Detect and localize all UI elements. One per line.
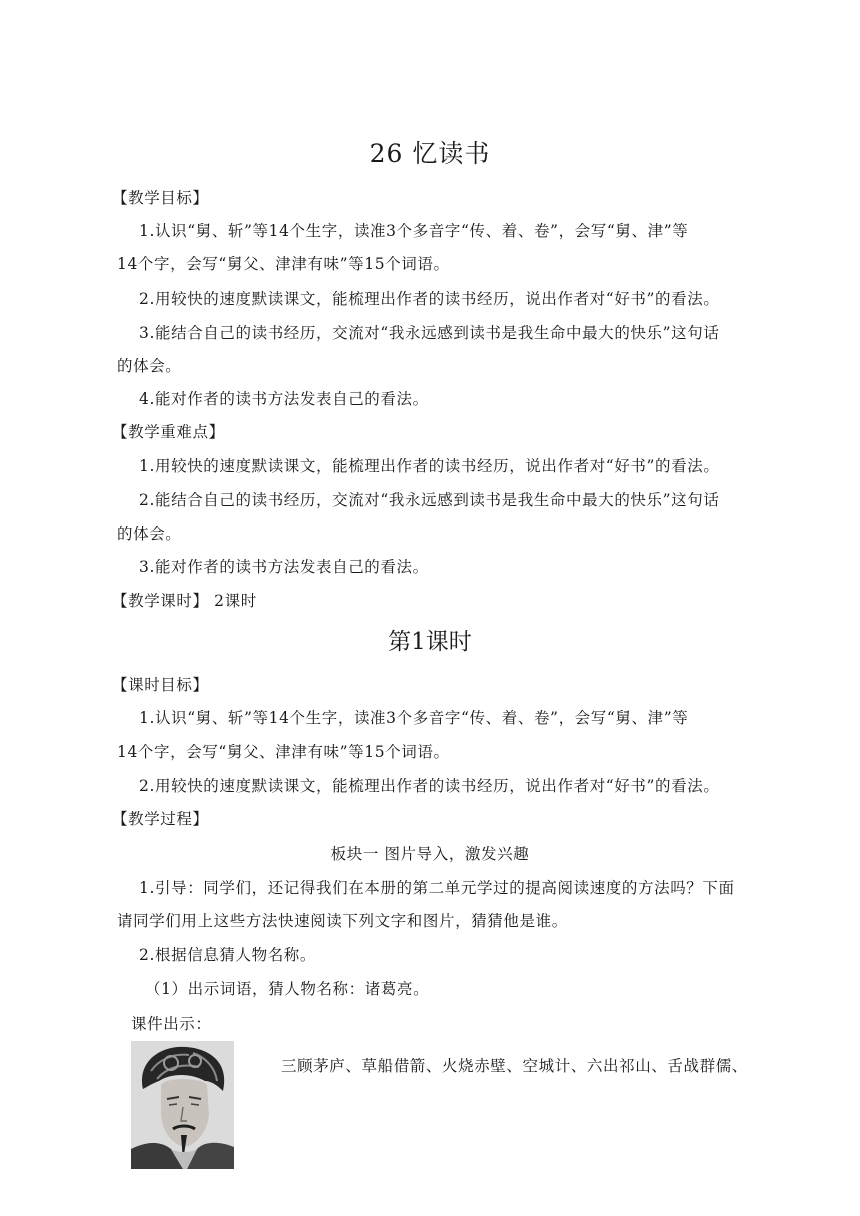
key-point-1: 1.用较快的速度默读课文，能梳理出作者的读书经历，说出作者对“好书”的看法。 [139, 457, 720, 475]
process-step-1-line-2: 请同学们用上这些方法快速阅读下列文字和图片，猜猜他是谁。 [117, 912, 568, 930]
lesson-goal-1-line-2: 14个字，会写“舅父、津津有味”等15个词语。 [117, 743, 450, 761]
goal-1-line-1: 1.认识“舅、斩”等14个生字，读准3个多音字“传、着、卷”，会写“舅、津”等 [139, 222, 689, 240]
lesson-goal-2: 2.用较快的速度默读课文，能梳理出作者的读书经历，说出作者对“好书”的看法。 [139, 777, 720, 795]
goal-3-line-2: 的体会。 [117, 357, 182, 375]
zhuge-liang-portrait [131, 1041, 234, 1169]
lesson-goal-1-line-1: 1.认识“舅、斩”等14个生字，读准3个多音字“传、着、卷”，会写“舅、津”等 [139, 709, 689, 727]
courseware-label: 课件出示： [131, 1015, 212, 1033]
lesson-1-title: 第1课时 [388, 629, 472, 655]
key-point-2-line-2: 的体会。 [117, 525, 182, 543]
lesson-goals-heading: 【课时目标】 [112, 676, 209, 694]
process-step-2: 2.根据信息猜人物名称。 [139, 946, 316, 964]
lesson-title: 26 忆读书 [369, 139, 491, 168]
goal-1-line-2: 14个字，会写“舅父、津津有味”等15个词语。 [117, 255, 450, 273]
goal-4: 4.能对作者的读书方法发表自己的看法。 [139, 390, 429, 408]
goal-2: 2.用较快的速度默读课文，能梳理出作者的读书经历，说出作者对“好书”的看法。 [139, 290, 720, 308]
goals-heading: 【教学目标】 [112, 189, 209, 207]
goal-3-line-1: 3.能结合自己的读书经历，交流对“我永远感到读书是我生命中最大的快乐”这句话 [139, 324, 720, 342]
key-points-heading: 【教学重难点】 [112, 423, 225, 441]
block-title: 板块一 图片导入，激发兴趣 [330, 845, 530, 863]
key-point-2-line-1: 2.能结合自己的读书经历，交流对“我永远感到读书是我生命中最大的快乐”这句话 [139, 491, 720, 509]
process-heading: 【教学过程】 [112, 810, 209, 828]
class-hours: 【教学课时】 2课时 [112, 592, 257, 610]
process-step-2-sub-1: （1）出示词语，猜人物名称：诸葛亮。 [145, 980, 430, 998]
key-point-3: 3.能对作者的读书方法发表自己的看法。 [139, 558, 429, 576]
clue-words: 三顾茅庐、草船借箭、火烧赤壁、空城计、六出祁山、舌战群儒、 [281, 1057, 748, 1075]
process-step-1-line-1: 1.引导：同学们，还记得我们在本册的第二单元学过的提高阅读速度的方法吗？下面 [139, 879, 735, 897]
